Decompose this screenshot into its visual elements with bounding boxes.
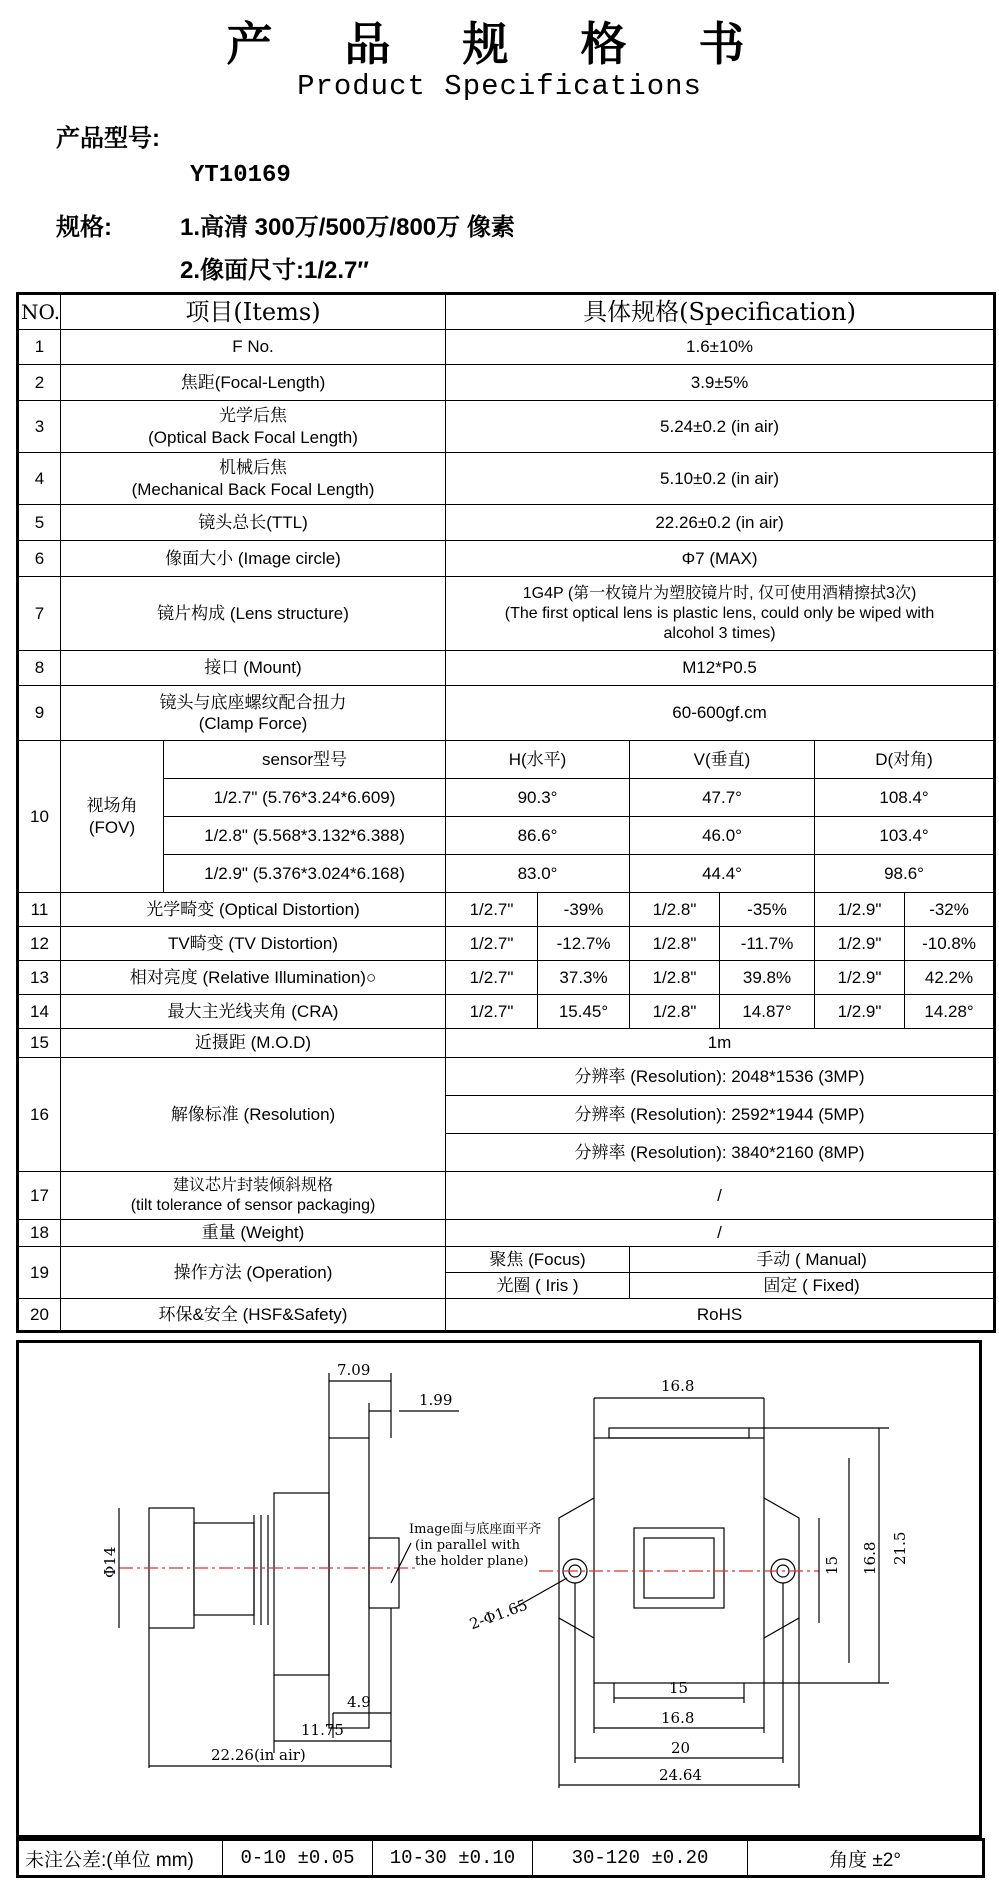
row-item bbox=[61, 453, 446, 505]
row-no: 11 bbox=[18, 893, 61, 927]
row-item-cn: 建议芯片封装倾斜规格 bbox=[173, 1176, 334, 1194]
dim-11-75: 11.75 bbox=[301, 1721, 344, 1739]
document-title-english: Product Specifications bbox=[297, 70, 702, 103]
value: -11.7% bbox=[720, 927, 815, 961]
row-no: 1 bbox=[18, 330, 61, 365]
document-title-chinese: 产 品 规 格 书 bbox=[226, 17, 773, 71]
fov-header-row bbox=[18, 741, 995, 779]
row-item: 操作方法 (Operation) bbox=[61, 1247, 446, 1299]
table-row bbox=[18, 961, 995, 995]
tolerance-30-120: 30-120 ±0.20 bbox=[533, 1840, 748, 1877]
sensor-size: 1/2.7" bbox=[446, 995, 538, 1029]
row-item: 像面大小 (Image circle) bbox=[61, 541, 446, 577]
spec-table bbox=[16, 292, 996, 1333]
value: -32% bbox=[905, 893, 995, 927]
row-item-en: (FOV) bbox=[88, 817, 136, 837]
fov-row bbox=[18, 817, 995, 855]
fov-header-h: H(水平) bbox=[446, 741, 630, 779]
row-spec: Φ7 (MAX) bbox=[446, 541, 995, 577]
value: 42.2% bbox=[905, 961, 995, 995]
row-item-en: (Mechanical Back Focal Length) bbox=[131, 479, 375, 499]
row-spec: M12*P0.5 bbox=[446, 651, 995, 686]
tolerance-angle: 角度 ±2° bbox=[748, 1840, 984, 1877]
value: 14.87° bbox=[720, 995, 815, 1029]
row-item: 解像标准 (Resolution) bbox=[61, 1058, 446, 1172]
fov-sensor: 1/2.7" (5.76*3.24*6.609) bbox=[164, 779, 446, 817]
row-no: 10 bbox=[18, 741, 61, 893]
mechanical-drawing bbox=[16, 1340, 982, 1838]
operation-iris: 光圈 ( Iris ) bbox=[446, 1273, 630, 1299]
lens-structure-line: (The first optical lens is plastic lens, could only be wiped with bbox=[504, 604, 935, 622]
row-item: 镜头总长(TTL) bbox=[61, 505, 446, 541]
table-row bbox=[18, 330, 995, 365]
resolution-8mp: 分辨率 (Resolution): 3840*2160 (8MP) bbox=[446, 1134, 995, 1172]
resolution-5mp: 分辨率 (Resolution): 2592*1944 (5MP) bbox=[446, 1096, 995, 1134]
row-no: 16 bbox=[18, 1058, 61, 1172]
sensor-size: 1/2.9" bbox=[815, 893, 905, 927]
row-no: 15 bbox=[18, 1029, 61, 1058]
dim-21-5: 21.5 bbox=[891, 1531, 909, 1565]
note-holder-plane: the holder plane) bbox=[415, 1554, 529, 1569]
row-item: 重量 (Weight) bbox=[61, 1220, 446, 1247]
dim-1-99: 1.99 bbox=[419, 1391, 453, 1409]
fov-h: 86.6° bbox=[446, 817, 630, 855]
row-no: 2 bbox=[18, 365, 61, 401]
table-row bbox=[18, 995, 995, 1029]
lens-structure-line: alcohol 3 times) bbox=[663, 624, 776, 642]
sensor-size: 1/2.8" bbox=[630, 893, 720, 927]
row-no: 4 bbox=[18, 453, 61, 505]
row-spec: 5.10±0.2 (in air) bbox=[446, 453, 995, 505]
operation-manual: 手动 ( Manual) bbox=[630, 1247, 995, 1273]
sensor-size: 1/2.7" bbox=[446, 893, 538, 927]
row-spec: RoHS bbox=[446, 1299, 995, 1332]
fov-h: 83.0° bbox=[446, 855, 630, 893]
value: -39% bbox=[538, 893, 630, 927]
sensor-size: 1/2.9" bbox=[815, 995, 905, 1029]
table-row bbox=[18, 1220, 995, 1247]
drawing-svg bbox=[19, 1343, 979, 1835]
row-no: 8 bbox=[18, 651, 61, 686]
row-item-cn: 光学后焦 bbox=[219, 406, 287, 426]
row-item-cn: 视场角 bbox=[86, 796, 138, 816]
row-spec bbox=[446, 577, 995, 651]
fov-row bbox=[18, 855, 995, 893]
sensor-window-outer bbox=[634, 1528, 724, 1608]
resolution-3mp: 分辨率 (Resolution): 2048*1536 (3MP) bbox=[446, 1058, 995, 1096]
row-no: 18 bbox=[18, 1220, 61, 1247]
table-row bbox=[18, 1058, 995, 1096]
table-row bbox=[18, 651, 995, 686]
row-item: 焦距(Focal-Length) bbox=[61, 365, 446, 401]
spec-line-resolution: 1.高清 300万/500万/800万 像素 bbox=[180, 214, 515, 241]
lens-barrel-body bbox=[194, 1523, 254, 1615]
row-spec: 1.6±10% bbox=[446, 330, 995, 365]
row-item: 接口 (Mount) bbox=[61, 651, 446, 686]
row-item-cn: 机械后焦 bbox=[219, 458, 287, 478]
row-no: 9 bbox=[18, 686, 61, 741]
fov-label bbox=[61, 741, 164, 893]
model-label: 产品型号: bbox=[56, 125, 160, 152]
row-no: 3 bbox=[18, 401, 61, 453]
row-no: 17 bbox=[18, 1172, 61, 1220]
model-value: YT10169 bbox=[190, 162, 291, 189]
row-item: F No. bbox=[61, 330, 446, 365]
fov-v: 44.4° bbox=[630, 855, 815, 893]
value: -10.8% bbox=[905, 927, 995, 961]
row-item: 相对亮度 (Relative Illumination)○ bbox=[61, 961, 446, 995]
fov-h: 90.3° bbox=[446, 779, 630, 817]
row-spec: 1m bbox=[446, 1029, 995, 1058]
sensor-size: 1/2.9" bbox=[815, 961, 905, 995]
fov-v: 47.7° bbox=[630, 779, 815, 817]
value: 37.3% bbox=[538, 961, 630, 995]
fov-d: 108.4° bbox=[815, 779, 995, 817]
row-no: 6 bbox=[18, 541, 61, 577]
table-row bbox=[18, 401, 995, 453]
row-no: 12 bbox=[18, 927, 61, 961]
row-item: TV畸变 (TV Distortion) bbox=[61, 927, 446, 961]
dim-24-64: 24.64 bbox=[659, 1766, 702, 1784]
dim-20: 20 bbox=[671, 1739, 691, 1757]
table-row bbox=[18, 365, 995, 401]
row-item bbox=[61, 686, 446, 741]
value: -35% bbox=[720, 893, 815, 927]
row-item bbox=[61, 401, 446, 453]
tolerance-0-10: 0-10 ±0.05 bbox=[223, 1840, 373, 1877]
table-row bbox=[18, 453, 995, 505]
sensor-size: 1/2.8" bbox=[630, 927, 720, 961]
note-parallel: (in parallel with bbox=[415, 1538, 520, 1553]
row-no: 20 bbox=[18, 1299, 61, 1332]
sensor-size: 1/2.7" bbox=[446, 927, 538, 961]
fov-sensor: 1/2.8" (5.568*3.132*6.388) bbox=[164, 817, 446, 855]
tolerance-label: 未注公差:(单位 mm) bbox=[18, 1840, 223, 1877]
dim-22-26: 22.26(in air) bbox=[211, 1746, 306, 1764]
note-image-plane: Image面与底座面平齐 bbox=[409, 1522, 542, 1537]
value: 39.8% bbox=[720, 961, 815, 995]
operation-fixed: 固定 ( Fixed) bbox=[630, 1273, 995, 1299]
fov-v: 46.0° bbox=[630, 817, 815, 855]
row-spec: 22.26±0.2 (in air) bbox=[446, 505, 995, 541]
value: 14.28° bbox=[905, 995, 995, 1029]
fov-sensor: 1/2.9" (5.376*3.024*6.168) bbox=[164, 855, 446, 893]
holder-body bbox=[274, 1493, 329, 1675]
row-no: 13 bbox=[18, 961, 61, 995]
row-item: 最大主光线夹角 (CRA) bbox=[61, 995, 446, 1029]
row-item-en: (Clamp Force) bbox=[198, 714, 308, 733]
table-row bbox=[18, 686, 995, 741]
holder-flange bbox=[329, 1438, 369, 1728]
row-spec: 3.9±5% bbox=[446, 365, 995, 401]
row-item bbox=[61, 1172, 446, 1220]
table-row bbox=[18, 1299, 995, 1332]
header-no: NO. bbox=[18, 294, 61, 330]
dim-16-8-top: 16.8 bbox=[661, 1377, 695, 1395]
table-row bbox=[18, 1029, 995, 1058]
sensor-window-inner bbox=[644, 1538, 714, 1598]
fov-row bbox=[18, 779, 995, 817]
header-specification: 具体规格(Specification) bbox=[446, 294, 995, 330]
row-item: 光学畸变 (Optical Distortion) bbox=[61, 893, 446, 927]
holder-post bbox=[369, 1538, 399, 1608]
spec-line-image-size: 2.像面尺寸:1/2.7″ bbox=[180, 257, 369, 284]
row-item: 环保&安全 (HSF&Safety) bbox=[61, 1299, 446, 1332]
leader-line bbox=[391, 1543, 411, 1583]
table-row bbox=[18, 1172, 995, 1220]
holder-top-lip bbox=[609, 1428, 749, 1438]
fov-header-d: D(对角) bbox=[815, 741, 995, 779]
table-row bbox=[18, 1247, 995, 1273]
value: -12.7% bbox=[538, 927, 630, 961]
dim-16-8-vertical: 16.8 bbox=[861, 1541, 879, 1575]
dim-2-phi1-65: 2-Φ1.65 bbox=[467, 1595, 530, 1634]
header-items: 项目(Items) bbox=[61, 294, 446, 330]
holder-front-outline bbox=[594, 1438, 764, 1683]
row-no: 5 bbox=[18, 505, 61, 541]
dim-7-09: 7.09 bbox=[337, 1361, 371, 1379]
row-no: 7 bbox=[18, 577, 61, 651]
row-spec: 5.24±0.2 (in air) bbox=[446, 401, 995, 453]
row-item-en: (tilt tolerance of sensor packaging) bbox=[130, 1196, 376, 1214]
spec-label: 规格: bbox=[56, 214, 112, 241]
fov-d: 98.6° bbox=[815, 855, 995, 893]
sensor-size: 1/2.8" bbox=[630, 961, 720, 995]
fov-header-sensor: sensor型号 bbox=[164, 741, 446, 779]
row-spec: / bbox=[446, 1220, 995, 1247]
dim-phi14: Φ14 bbox=[101, 1546, 119, 1578]
sensor-size: 1/2.7" bbox=[446, 961, 538, 995]
row-spec: / bbox=[446, 1172, 995, 1220]
row-no: 14 bbox=[18, 995, 61, 1029]
table-row bbox=[18, 505, 995, 541]
row-no: 19 bbox=[18, 1247, 61, 1299]
row-item-cn: 镜头与底座螺纹配合扭力 bbox=[159, 692, 347, 712]
value: 15.45° bbox=[538, 995, 630, 1029]
fov-header-v: V(垂直) bbox=[630, 741, 815, 779]
dim-15-vertical: 15 bbox=[823, 1555, 841, 1575]
row-item: 镜片构成 (Lens structure) bbox=[61, 577, 446, 651]
row-spec: 60-600gf.cm bbox=[446, 686, 995, 741]
tolerance-table bbox=[16, 1838, 985, 1878]
tolerance-10-30: 10-30 ±0.10 bbox=[373, 1840, 533, 1877]
table-row bbox=[18, 927, 995, 961]
sensor-size: 1/2.8" bbox=[630, 995, 720, 1029]
table-row bbox=[18, 577, 995, 651]
row-item-en: (Optical Back Focal Length) bbox=[148, 427, 358, 447]
table-row bbox=[18, 541, 995, 577]
row-item: 近摄距 (M.O.D) bbox=[61, 1029, 446, 1058]
holder-ears bbox=[559, 1498, 799, 1638]
dim-4-9: 4.9 bbox=[347, 1693, 371, 1711]
lens-structure-line: 1G4P (第一枚镜片为塑胶镜片时, 仅可使用酒精擦拭3次) bbox=[522, 584, 917, 602]
operation-focus: 聚焦 (Focus) bbox=[446, 1247, 630, 1273]
table-row bbox=[18, 893, 995, 927]
dim-15-horizontal: 15 bbox=[669, 1679, 689, 1697]
dim-16-8-horizontal: 16.8 bbox=[661, 1709, 695, 1727]
sensor-size: 1/2.9" bbox=[815, 927, 905, 961]
fov-d: 103.4° bbox=[815, 817, 995, 855]
